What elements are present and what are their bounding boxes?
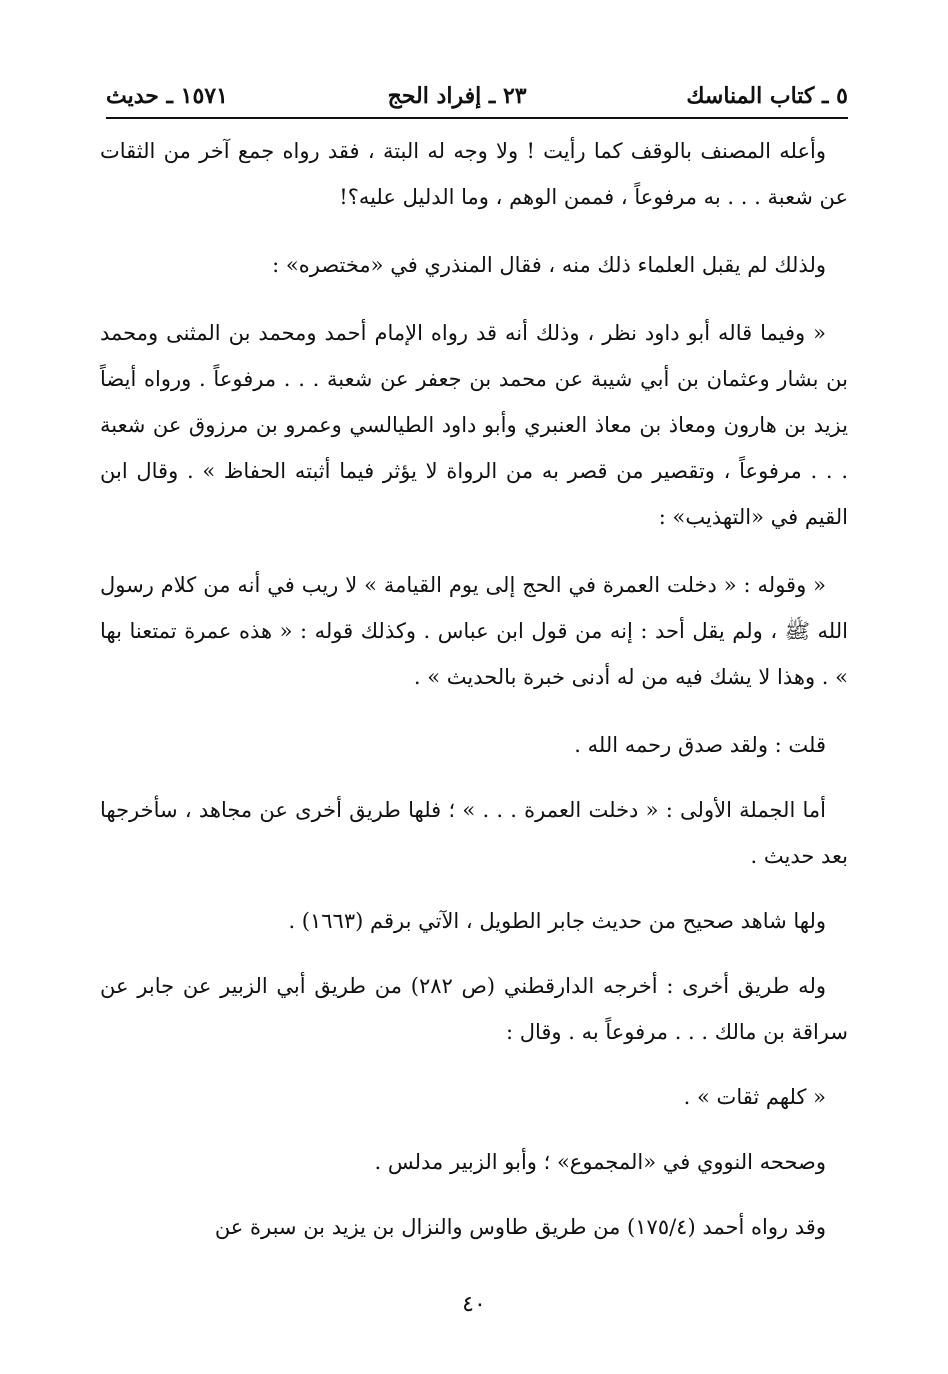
page-number: ٤٠	[462, 1292, 486, 1317]
header-hadith-number: ١٥٧١ ـ حديث	[106, 83, 228, 109]
paragraph: وله طريق أخرى : أخرجه الدارقطني (ص ٢٨٢) من طريق أبي الزبير عن جابر عن سراقة بن مالك . . . مرفوعاً به . وقال :	[100, 974, 848, 1044]
page-body	[100, 128, 848, 1269]
paragraph: ولها شاهد صحيح من حديث جابر الطويل ، الآتي برقم (١٦٦٣) .	[288, 909, 826, 933]
paragraph: وأعله المصنف بالوقف كما رأيت ! ولا وجه له البتة ، فقد رواه جمع آخر من الثقات عن شعبة . . . به مرفوعاً ، فممن الوهم ، وما الدليل عليه؟!	[100, 139, 848, 209]
paragraph: « وقوله : « دخلت العمرة في الحج إلى يوم القيامة » لا ريب في أنه من كلام رسول الله ﷺ ، ولم يقل أحد : إنه من قول ابن عباس . وكذلك قوله : « هذه عمرة تمتعنا بها » . وهذا لا يشك فيه من له أدنى خبرة بالحديث » .	[100, 573, 848, 689]
paragraph: قلت : ولقد صدق رحمه الله .	[574, 733, 826, 757]
paragraph: ولذلك لم يقبل العلماء ذلك منه ، فقال المنذري في «مختصره» :	[272, 253, 826, 277]
paragraph: وقد رواه أحمد (١٧٥/٤) من طريق طاوس والنزال بن يزيد بن سبرة عن	[214, 1215, 826, 1239]
paragraph: أما الجملة الأولى : « دخلت العمرة . . . » ؛ فلها طريق أخرى عن مجاهد ، سأخرجها بعد حديث .	[100, 798, 848, 868]
header-chapter-title: ٢٣ ـ إفراد الحج	[387, 83, 527, 109]
running-header	[106, 76, 848, 116]
header-divider	[106, 117, 848, 119]
header-book-title: ٥ ـ كتاب المناسك	[686, 83, 848, 109]
paragraph: وصححه النووي في «المجموع» ؛ وأبو الزبير مدلس .	[374, 1150, 826, 1174]
paragraph: « كلهم ثقات » .	[683, 1085, 826, 1109]
paragraph: « وفيما قاله أبو داود نظر ، وذلك أنه قد رواه الإمام أحمد ومحمد بن المثنى ومحمد بن بشار وعثمان بن أبي شيبة عن محمد بن جعفر عن شعبة . . . مرفوعاً . ورواه أيضاً يزيد بن هارون ومعاذ بن معاذ العنبري وأبو داود الطيالسي وعمرو بن مرزوق عن شعبة . . . مرفوعاً ، وتقصير من قصر به من الرواة لا يؤثر فيما أثبته الحفاظ » . وقال ابن القيم في «التهذيب» :	[100, 321, 848, 529]
